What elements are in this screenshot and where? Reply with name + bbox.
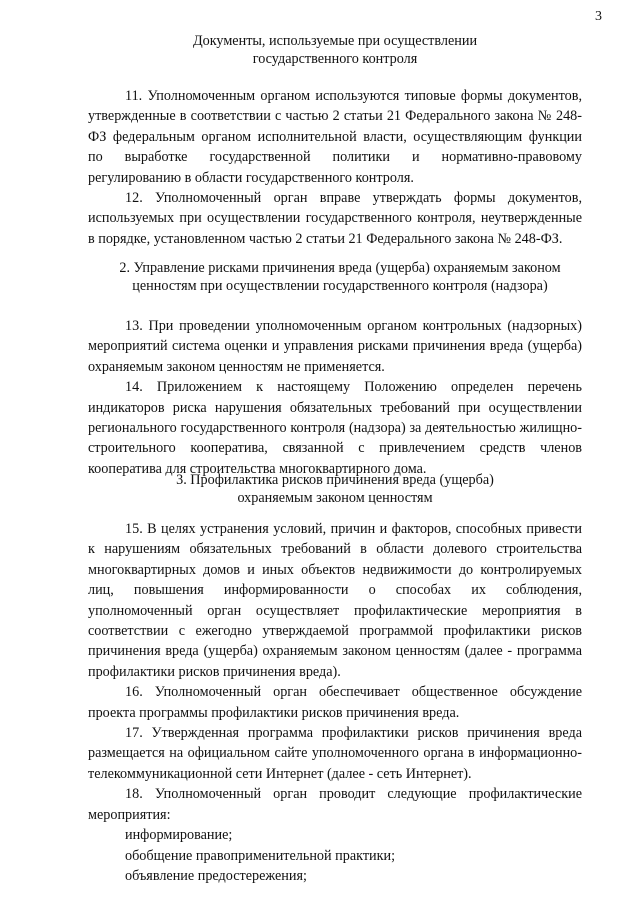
paragraph-13: 13. При проведении уполномоченным органом контрольных (надзорных) мероприятий система оценки и управления рисками причинения вреда (ущерба) охраняемым законом ценностям не применяется. — [88, 318, 582, 375]
paragraph-18: 18. Уполномоченный орган проводит следующие профилактические мероприятия: — [88, 786, 582, 823]
paragraph-17: 17. Утвержденная программа профилактики рисков причинения вреда размещается на официальном сайте уполномоченного органа в информационно-телекоммуникационной сети Интернет (далее - сеть Интернет). — [88, 725, 582, 782]
section-body-prevention — [88, 519, 582, 886]
section-heading-risk-management — [90, 259, 590, 295]
list-item: информирование; — [125, 827, 233, 844]
section-heading: 3. Профилактика рисков причинения вреда (ущерба) охраняемым законом ценностям — [176, 472, 494, 507]
paragraph-11: 11. Уполномоченным органом используются типовые формы документов, утвержденные в соответствии с частью 2 статьи 21 Федерального закона № 248-ФЗ федеральным органом исполнительной власти, осуществляющим функции по выработке государственной политики и нормативно-правовому регулированию в области государственного контроля. — [88, 88, 582, 186]
section-body-risk-management — [88, 316, 582, 479]
prevention-measures-list — [88, 825, 582, 886]
section-heading: Документы, используемые при осуществлении государственного контроля — [192, 33, 478, 68]
list-item: объявление предостережения; — [125, 867, 307, 884]
paragraph-15: 15. В целях устранения условий, причин и факторов, способных привести к нарушениям обязательных требований в области долевого строительства многоквартирных домов и иных объектов недвижимости до контролируемых лиц, повышения информированности о способах их соблюдения, уполномоченный орган осуществляет профилактические мероприятия в соответствии с ежегодно утверждаемой программой профилактики рисков причинения вреда (ущерба) охраняемым законом ценностям (далее - программа профилактики рисков причинения вреда). — [88, 521, 582, 680]
section-body-documents — [88, 86, 582, 249]
section-heading-prevention — [150, 471, 520, 507]
page-number: 3 — [595, 9, 602, 24]
paragraph-12: 12. Уполномоченный орган вправе утверждать формы документов, используемых при осуществлении государственного контроля, неутвержденные в порядке, установленном частью 2 статьи 21 Федерального закона № 248-ФЗ. — [88, 190, 582, 247]
paragraph-16: 16. Уполномоченный орган обеспечивает общественное обсуждение проекта программы профилактики рисков причинения вреда. — [88, 684, 582, 721]
section-heading-documents — [150, 32, 520, 68]
section-heading: 2. Управление рисками причинения вреда (ущерба) охраняемым законом ценностям при осуществлении государственного контроля (надзора) — [119, 260, 561, 295]
paragraph-14: 14. Приложением к настоящему Положению определен перечень индикаторов риска нарушения обязательных требований при осуществлении регионального государственного контроля (надзора) за деятельностью жилищно-строительного кооператива, связанной с привлечением средств членов кооператива для строительства многоквартирного дома. — [88, 379, 582, 477]
list-item: обобщение правоприменительной практики; — [125, 847, 396, 864]
